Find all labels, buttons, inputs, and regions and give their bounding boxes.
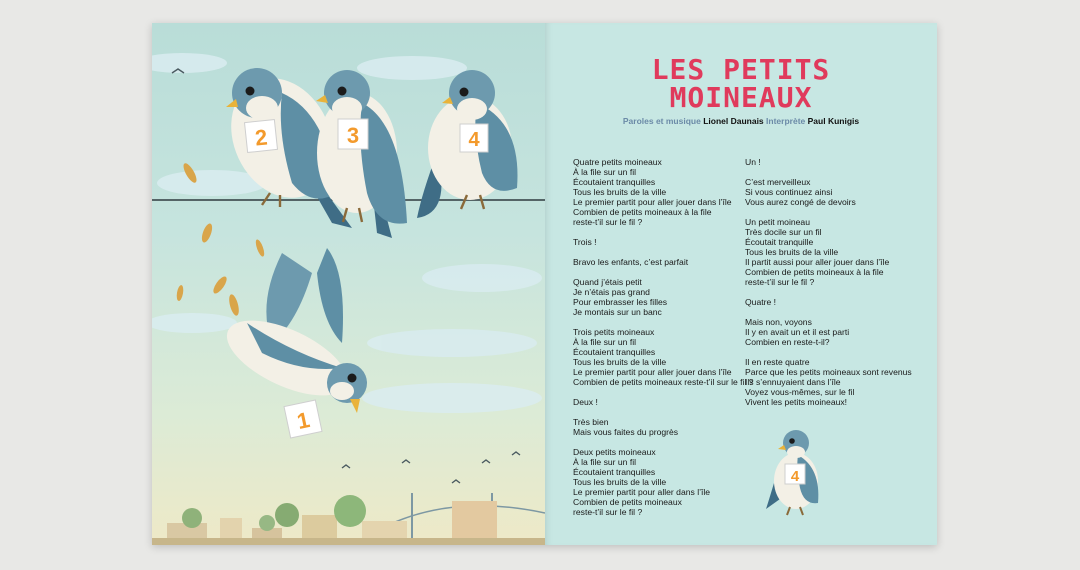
song-title-line2: MOINEAUX [669,81,813,114]
lyrics-column-1-line [573,247,754,257]
performer-label: Interprète [766,116,806,126]
lyrics-column-2-line: reste-t’il sur le fil ? [745,277,815,287]
lyrics-column-1-line: Je montais sur un banc [573,307,662,317]
tag-3: 3 [346,123,360,148]
lyrics-column-2-line: Combien en reste-t-il? [745,337,830,347]
lyrics-column-1-line: À la file sur un fil [573,167,637,177]
book-spread [152,23,937,545]
lyrics-column-1-line: Combien de petits moineaux reste-t’il sur le fil ? [573,377,754,387]
lyrics-column-1-line: Je n’étais pas grand [573,287,650,297]
lyrics-column-2-line: Ils s’ennuyaient dans l’île [745,377,841,387]
tag-1: 1 [294,406,312,434]
lyrics-column-2-line: Voyez vous-mêmes, sur le fil [745,387,855,397]
lyrics-column-1-line: reste-t’il sur le fil ? [573,507,643,517]
lyrics-column-2-line: Parce que les petits moineaux sont revenus [745,367,912,377]
illustration-page [152,23,545,545]
lyrics-column-2-line: Mais non, voyons [745,317,812,327]
lyrics-column-1-line [573,227,754,237]
lyrics-column-2-line: Très docile sur un fil [745,227,822,237]
lyrics-column-1-line: Trois petits moineaux [573,327,655,337]
song-title [545,53,937,114]
lyrics-column-2-line: Il en reste quatre [745,357,810,367]
lyrics-column-2-line: Il partit aussi pour aller jouer dans l’île [745,257,890,267]
lyrics-column-1-line [573,267,754,277]
lyrics-column-2-line: Vous aurez congé de devoirs [745,197,856,207]
song-title-line1: LES PETITS [651,53,831,86]
lyrics-column-1-line [573,317,754,327]
lyrics-column-1-line: Combien de petits moineaux [573,497,682,507]
tag-2: 2 [253,124,269,151]
tag-4: 4 [468,129,480,151]
lyrics-column-2-line: Vivent les petits moineaux! [745,397,848,407]
lyrics-column-1-line: À la file sur un fil [573,457,637,467]
lyricist-name: Lionel Daunais [703,116,764,126]
lyrics-column-1-line: reste-t’il sur le fil ? [573,217,643,227]
lyrics-column-1-line: Deux petits moineaux [573,447,656,457]
lyrics-column-1-line: Deux ! [573,397,598,407]
lyrics-column-2-line: Si vous continuez ainsi [745,187,833,197]
credits [545,116,937,126]
lyrics-column-2-line: Un ! [745,157,761,167]
lyrics-column-1-line: Combien de petits moineaux à la file [573,207,712,217]
lyrics-column-2-line [745,347,912,357]
lyrics-column-2-line: Écoutait tranquille [745,237,814,247]
lyrics-page [545,23,937,545]
sparrows-illustration [152,23,545,545]
lyrics-column-1-line: Le premier partit pour aller dans l’île [573,487,711,497]
lyrics-column-1-line: Écoutaient tranquilles [573,347,656,357]
lyrics-column-1-line: Trois ! [573,237,597,247]
sparrow-4 [417,70,518,218]
lyrics-column-1-line: Écoutaient tranquilles [573,177,656,187]
lyrics-column-2-line [745,307,912,317]
lyrics-column-2-line [745,207,912,217]
lyrics-column-2-line: Combien de petits moineaux à la file [745,267,884,277]
lyrics-column-1-line [573,387,754,397]
lyrics-column-1-line: Mais vous faites du progrès [573,427,679,437]
lyrics-column-1-line: Très bien [573,417,609,427]
lyrics-column-1-line: Tous les bruits de la ville [573,187,667,197]
lyrics-column-2-line [745,287,912,297]
lyrics-column-1-line [573,407,754,417]
lyrics-column-1-line: Tous les bruits de la ville [573,477,667,487]
lyrics-column-2-line [745,167,912,177]
lyrics-column-2-line: Il y en avait un et il est parti [745,327,850,337]
lyrics-column-2-line: Tous les bruits de la ville [745,247,839,257]
city-skyline [152,493,545,545]
mini-sparrow-illustration [766,423,826,518]
mini-tag-4: 4 [790,468,800,485]
lyrics-column-2-line: C’est merveilleux [745,177,811,187]
lyrics-column-1-line: Bravo les enfants, c’est parfait [573,257,689,267]
lyrics-column-1 [573,157,754,517]
lyrics-column-1-line: Quand j’étais petit [573,277,642,287]
lyrics-column-1-line: Pour embrasser les filles [573,297,668,307]
lyrics-label: Paroles et musique [622,116,701,126]
lyrics-column-1-line [573,437,754,447]
lyrics-column-2-line: Quatre ! [745,297,777,307]
sparrow-1 [216,248,367,438]
lyrics-column-1-line: À la file sur un fil [573,337,637,347]
lyrics-column-1-line: Tous les bruits de la ville [573,357,667,367]
lyrics-column-2 [745,157,912,407]
lyrics-column-1-line: Le premier partit pour aller jouer dans l’île [573,367,732,377]
performer-name: Paul Kunigis [807,116,860,126]
lyrics-column-1-line: Écoutaient tranquilles [573,467,656,477]
lyrics-column-1-line: Quatre petits moineaux [573,157,662,167]
lyrics-column-1-line: Le premier partit pour aller jouer dans l’île [573,197,732,207]
lyrics-column-2-line: Un petit moineau [745,217,810,227]
